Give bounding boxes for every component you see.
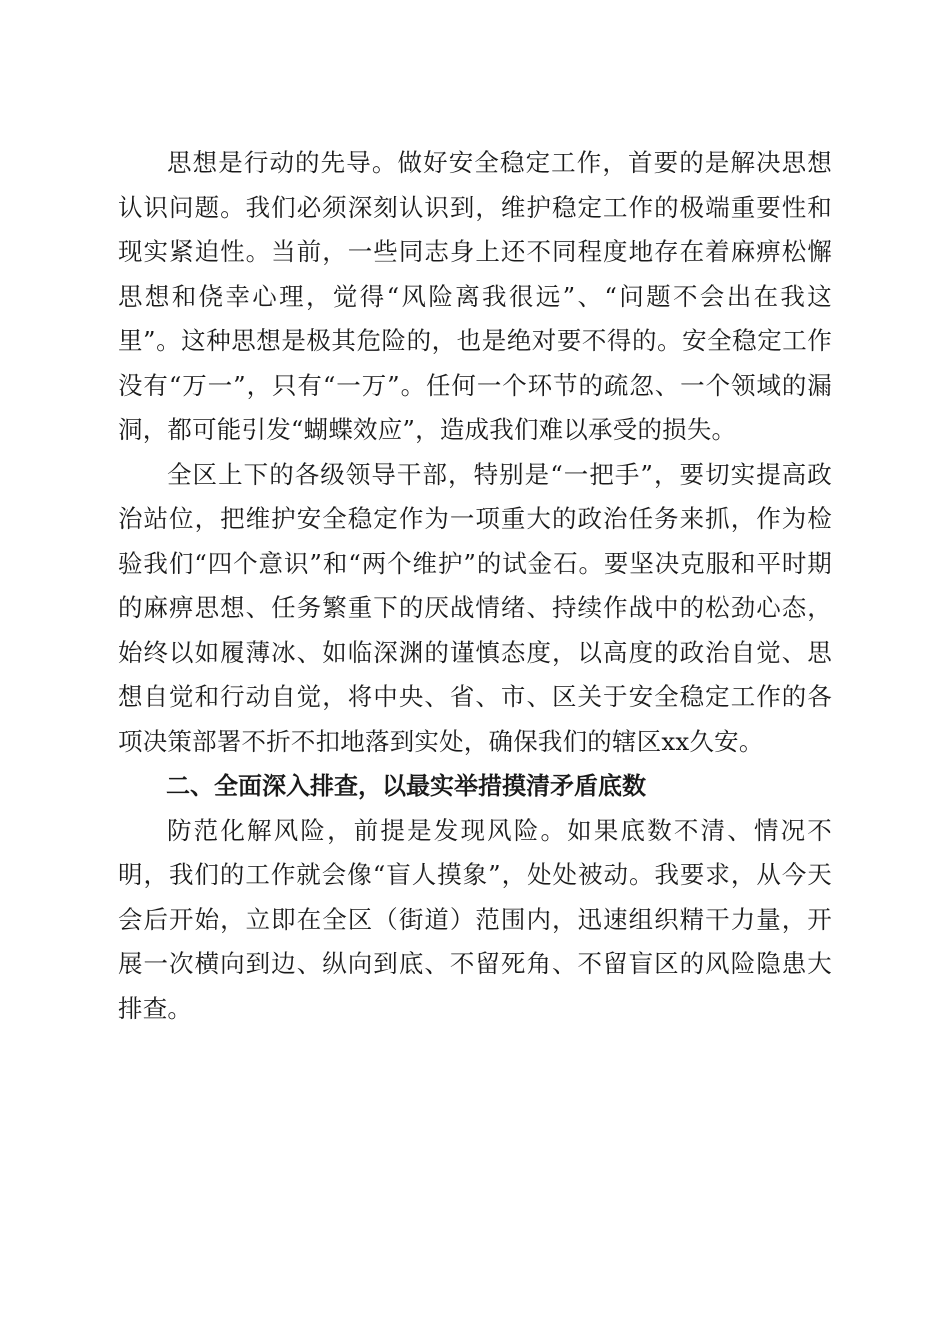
body-paragraph-3: 防范化解风险，前提是发现风险。如果底数不清、情况不明，我们的工作就会像“盲人摸象”，处处被动。我要求，从今天会后开始，立即在全区（街道）范围内，迅速组织精干力量，开展一次横向到边、纵向到底、不留死角、不留盲区的风险隐患大排查。: [118, 815, 832, 1023]
body-paragraph-1: 思想是行动的先导。做好安全稳定工作，首要的是解决思想认识问题。我们必须深刻认识到，维护稳定工作的极端重要性和现实紧迫性。当前，一些同志身上还不同程度地存在着麻痹松懈思想和侥幸心理，觉得“风险离我很远”、“问题不会出在我这里”。这种思想是极其危险的，也是绝对要不得的。安全稳定工作没有“万一”，只有“一万”。任何一个环节的疏忽、一个领域的漏洞，都可能引发“蝴蝶效应”，造成我们难以承受的损失。: [118, 148, 832, 444]
body-paragraph-2: 全区上下的各级领导干部，特别是“一把手”，要切实提高政治站位，把维护安全稳定作为一项重大的政治任务来抓，作为检验我们“四个意识”和“两个维护”的试金石。要坚决克服和平时期的麻痹思想、任务繁重下的厌战情绪、持续作战中的松劲心态，始终以如履薄冰、如临深渊的谨慎态度，以高度的政治自觉、思想自觉和行动自觉，将中央、省、市、区关于安全稳定工作的各项决策部署不折不扣地落到实处，确保我们的辖区xx久安。: [118, 459, 832, 756]
section-heading: 二、全面深入排查，以最实举措摸清矛盾底数: [166, 772, 646, 800]
document-page: [118, 141, 832, 1031]
